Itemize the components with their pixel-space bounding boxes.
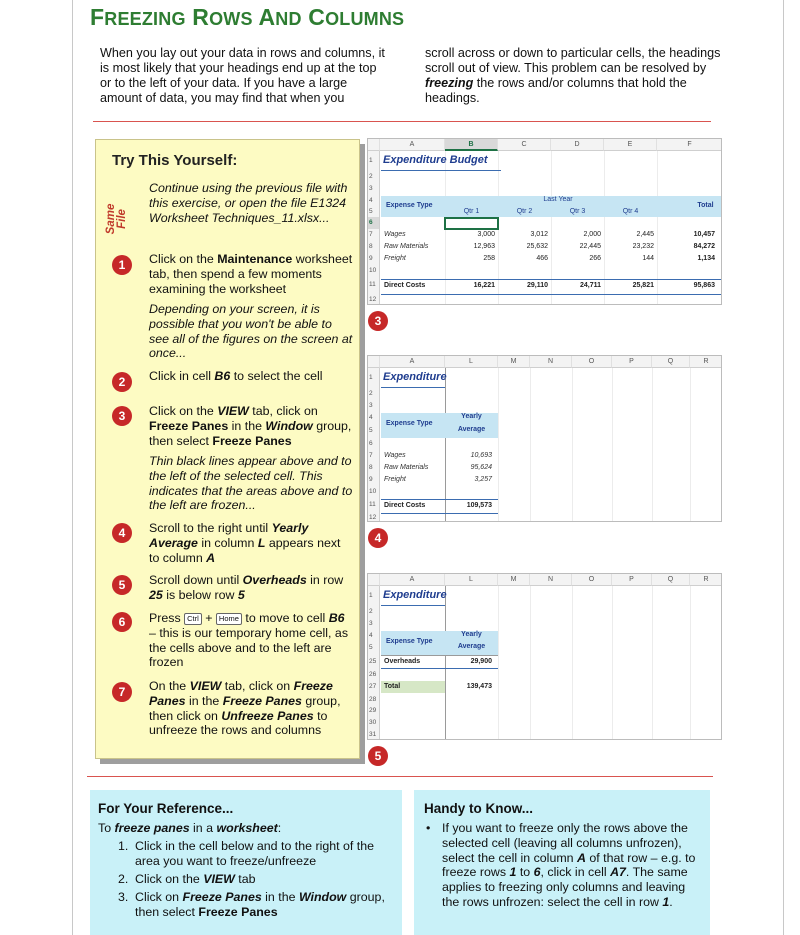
intro-instruction: Continue using the previous file with this exercise, or open the file E1324 Worksheet Techniques_11.xlsx... [149,181,348,225]
sheet-title: Expenditure Budget [383,154,488,166]
reference-box [90,790,402,935]
sheet-title: Expenditure [383,589,447,601]
reference-title: For Your Reference... [98,801,234,816]
column-header-d[interactable]: D [551,139,604,151]
list-number: 1. [118,839,129,853]
qtr-header: Qtr 2 [516,208,533,215]
gridline [652,586,653,739]
callout-5-badge: 5 [368,746,388,766]
ctrl-key-icon: Ctrl [184,613,202,625]
column-header-o[interactable]: O [572,356,612,368]
cell-value: 24,711 [579,282,601,289]
column-header-o[interactable]: O [572,574,612,586]
row-label: Wages [384,231,406,238]
cell-value: 3,257 [474,476,492,483]
column-header-n[interactable]: N [530,574,572,586]
title-underline [381,170,501,171]
row-header[interactable]: 12 [368,512,380,522]
row-header[interactable]: 9 [368,253,380,265]
row-header[interactable]: 2 [368,606,380,618]
column-header-b[interactable]: B [445,139,498,151]
total-rule [381,499,498,500]
cell-value: 25,632 [526,243,548,250]
handy-title: Handy to Know... [424,801,533,816]
gridline [612,586,613,739]
column-header-a[interactable]: A [380,356,445,368]
cell-value: 25,821 [632,282,654,289]
row-header[interactable]: 4 [368,630,380,641]
column-header-c[interactable]: C [498,139,551,151]
cell-value: 23,232 [632,243,654,250]
step-3-text: Click on the VIEW tab, click on Freeze Panes in the Window group, then select Freeze Panes [149,404,352,448]
title-underline [381,605,445,606]
row-header[interactable]: 5 [368,423,380,438]
row-header[interactable]: 7 [368,229,380,241]
step-note-1: Depending on your screen, it is possible that you won't be able to see all of the figures on the screen at once... [149,302,353,361]
step-6-text: Press Ctrl + Home to move to cell B6 – this is our temporary home cell, as the cells above and to the left are frozen [149,611,349,670]
row-header[interactable]: 5 [368,641,380,655]
column-header-m[interactable]: M [498,574,530,586]
gridline [690,586,691,739]
row-label: Raw Materials [384,464,429,471]
list-number: 2. [118,872,129,886]
cell-value: 258 [483,255,495,262]
gridline [690,368,691,521]
home-key-icon: Home [216,613,242,625]
cell-value: 95,863 [693,282,715,289]
gridline [652,368,653,521]
step-6-badge: 6 [112,612,132,632]
row-header[interactable]: 10 [368,486,380,498]
total-header: Total [697,202,714,209]
row-header[interactable]: 1 [368,151,380,171]
gridline [530,368,531,521]
yearly-header: Yearly [461,631,482,638]
total-rule [381,668,498,669]
row-header[interactable]: 5 [368,206,380,217]
try-this-yourself-title: Try This Yourself: [112,152,238,169]
page-title: FREEZING ROWS AND COLUMNS [90,4,405,30]
total-rule [381,294,722,295]
row-header[interactable]: 2 [368,388,380,400]
column-header-q[interactable]: Q [652,356,690,368]
step-5-text: Scroll down until Overheads in row 25 is below row 5 [149,573,344,602]
intro-right-column: scroll across or down to particular cells, the headings scroll out of view. This problem can be resolved by freezing the rows and/or columns that hold the headings. [425,46,721,105]
gridline [612,368,613,521]
column-header-r[interactable]: R [690,574,722,586]
cell-value: 10,457 [693,231,715,238]
step-4-badge: 4 [112,523,132,543]
page-right-edge [783,0,784,935]
gridline [498,368,499,521]
cell-value: 144 [642,255,654,262]
cell-value: 16,221 [473,282,495,289]
column-header-l[interactable]: L [445,574,498,586]
step-3-badge: 3 [112,406,132,426]
row-header[interactable]: 8 [368,462,380,474]
cell-value: 3,000 [477,231,495,238]
row-label: Freight [384,476,406,483]
column-header-e[interactable]: E [604,139,657,151]
cell-value: 3,012 [530,231,548,238]
step-7-text: On the VIEW tab, click on Freeze Panes in the Freeze Panes group, then click on Unfreeze Panes to unfreeze the rows and columns [149,679,341,738]
column-header-r[interactable]: R [690,356,722,368]
row-header[interactable]: 9 [368,474,380,486]
column-header-p[interactable]: P [612,574,652,586]
row-header[interactable]: 11 [368,498,380,512]
step-2-text: Click in cell B6 to select the cell [149,369,323,383]
select-all-corner[interactable] [368,139,380,151]
list-number: 3. [118,890,129,904]
row-header[interactable]: 1 [368,586,380,606]
step-1-badge: 1 [112,255,132,275]
title-underline [381,387,445,388]
row-header[interactable]: 28 [368,694,380,705]
row-header[interactable]: 3 [368,183,380,195]
expense-type-header: Expense Type [386,638,433,645]
step-5-badge: 5 [112,575,132,595]
row-header[interactable]: 30 [368,717,380,729]
row-header[interactable]: 2 [368,171,380,183]
cell-value: 22,445 [579,243,601,250]
row-label: Raw Materials [384,243,429,250]
row-header[interactable]: 26 [368,669,380,680]
same-file-tag: Same File [105,203,128,235]
gridline [498,586,499,739]
average-header: Average [457,426,486,433]
yearly-header: Yearly [461,413,482,420]
cell-value: 95,624 [470,464,492,471]
intro-left-column: When you lay out your data in rows and columns, it is most likely that your headings end up at the top or to the left of your data. If you have a large amount of data, you may find that when you [100,46,385,105]
row-header[interactable]: 1 [368,368,380,388]
cell-value: 84,272 [693,243,715,250]
select-all-corner[interactable] [368,574,380,586]
selected-cell-b6[interactable] [444,217,499,230]
column-header-a[interactable]: A [380,574,445,586]
row-header[interactable]: 25 [368,655,380,669]
total-rule [381,279,722,280]
row-label: Direct Costs [384,502,426,509]
cell-value: 29,110 [526,282,548,289]
expense-type-header: Expense Type [386,202,433,209]
sheet-title: Expenditure [383,371,447,383]
row-header[interactable]: 31 [368,729,380,740]
row-header[interactable]: 7 [368,450,380,462]
row-label: Total [384,683,401,690]
spreadsheet-1 [367,138,722,305]
row-label: Overheads [384,658,421,665]
cell-value: 109,573 [466,502,492,509]
gridline [530,586,531,739]
row-header[interactable]: 10 [368,265,380,277]
divider-bottom [87,776,713,777]
reference-item-3: Click on Freeze Panes in the Window group, then select Freeze Panes [135,890,385,919]
qtr-header: Qtr 3 [569,208,586,215]
row-header[interactable]: 12 [368,293,380,305]
row-header[interactable]: 6 [368,438,380,450]
spreadsheet-3 [367,573,722,740]
qtr-header: Qtr 1 [463,208,480,215]
row-header[interactable]: 4 [368,195,380,206]
column-header-q[interactable]: Q [652,574,690,586]
cell-value: 266 [589,255,601,262]
row-header[interactable]: 29 [368,705,380,717]
step-1-text: Click on the Maintenance worksheet tab, then spend a few moments examining the worksheet [149,252,353,296]
column-header-p[interactable]: P [612,356,652,368]
callout-4-badge: 4 [368,528,388,548]
reference-item-1: Click in the cell below and to the right of the area you want to freeze/unfreeze [135,839,374,868]
last-year-header: Last Year [543,196,573,203]
average-header: Average [457,643,486,650]
cell-value: 1,134 [697,255,715,262]
divider-top [93,121,711,122]
cell-value: 139,473 [466,683,492,690]
total-rule [381,513,498,514]
cell-value: 29,900 [470,658,492,665]
row-header[interactable]: 27 [368,680,380,694]
gridline [572,586,573,739]
reference-item-2: Click on the VIEW tab [135,872,256,886]
handy-text: If you want to freeze only the rows above the selected cell (leaving all columns unfrozen), select the cell in column A of that row – e.g. to freeze rows 1 to 6, click in cell A7. The same applies to freezing only columns and leaving the rows unfrozen: select the cell in row 1. [442,821,696,909]
column-header-n[interactable]: N [530,356,572,368]
row-label: Direct Costs [384,282,426,289]
row-header[interactable]: 3 [368,618,380,630]
qtr-header: Qtr 4 [622,208,639,215]
row-header[interactable]: 4 [368,412,380,423]
column-header-a[interactable]: A [380,139,445,151]
row-header[interactable]: 11 [368,277,380,293]
expense-type-header: Expense Type [386,420,433,427]
spreadsheet-2 [367,355,722,522]
column-header-m[interactable]: M [498,356,530,368]
reference-intro: To freeze panes in a worksheet: [98,821,282,835]
row-label: Freight [384,255,406,262]
step-note-2: Thin black lines appear above and to the left of the selected cell. This indicates that the areas above and to the left are frozen... [149,454,353,513]
column-header-f[interactable]: F [657,139,722,151]
cell-value: 12,963 [473,243,495,250]
select-all-corner[interactable] [368,356,380,368]
step-4-text: Scroll to the right until Yearly Average in column L appears next to column A [149,521,341,565]
bullet-icon: • [426,821,431,835]
step-7-badge: 7 [112,682,132,702]
row-header[interactable]: 6 [368,217,380,229]
cell-value: 2,000 [583,231,601,238]
handy-to-know-box [414,790,710,935]
freeze-line-horizontal [381,655,498,656]
cell-value: 10,693 [470,452,492,459]
callout-3-badge: 3 [368,311,388,331]
page-left-edge [72,0,73,935]
row-header[interactable]: 3 [368,400,380,412]
cell-value: 466 [536,255,548,262]
column-header-l[interactable]: L [445,356,498,368]
row-header[interactable]: 8 [368,241,380,253]
cell-value: 2,445 [636,231,654,238]
row-label: Wages [384,452,406,459]
step-2-badge: 2 [112,372,132,392]
gridline [572,368,573,521]
